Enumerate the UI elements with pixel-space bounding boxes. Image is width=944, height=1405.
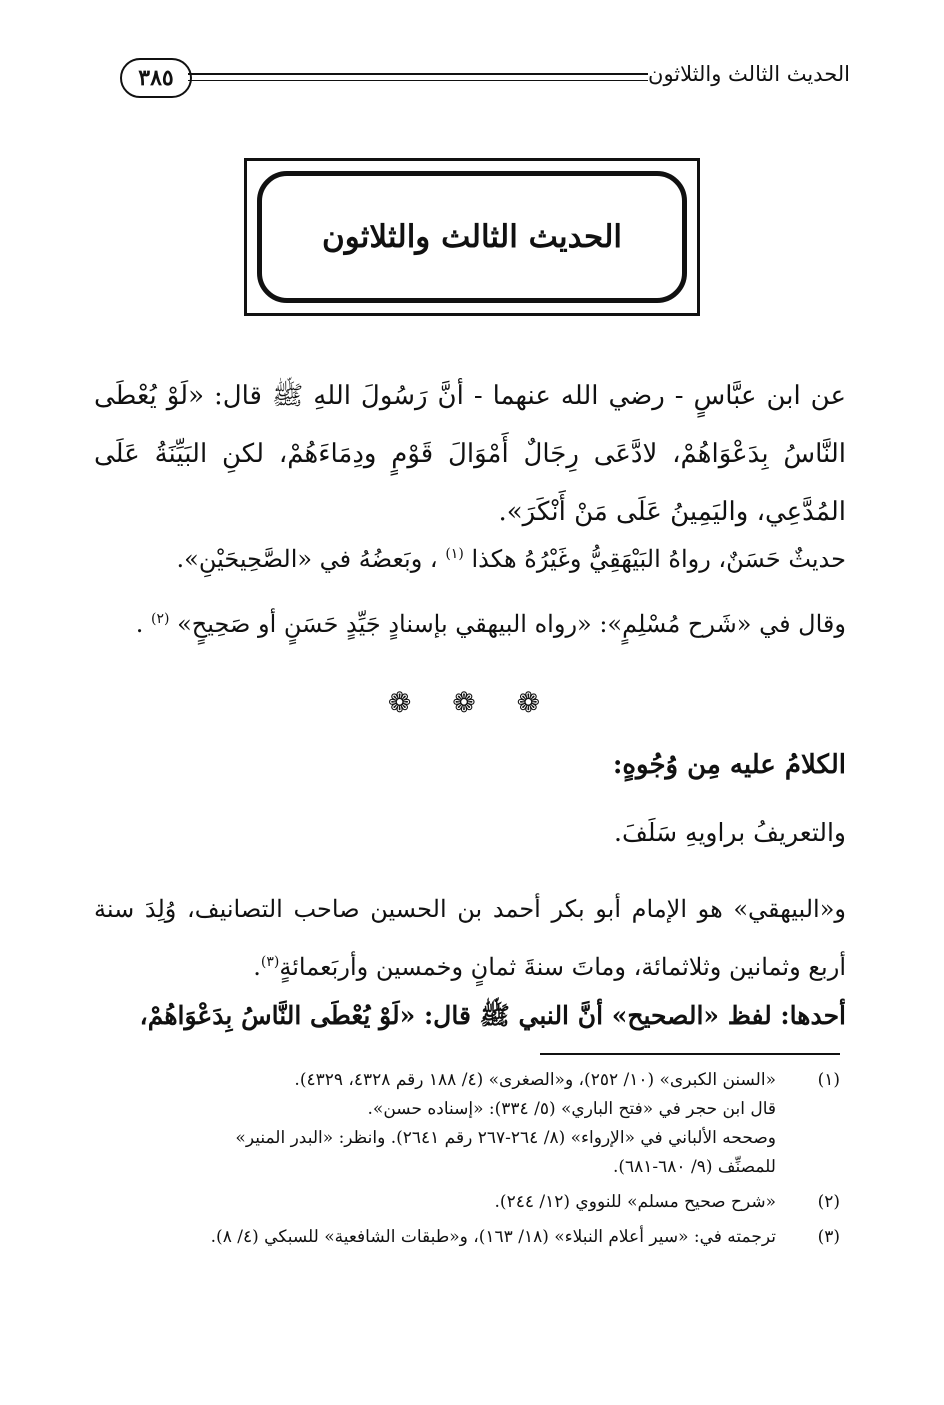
bayhaqi-text-after: .: [253, 953, 261, 981]
definition-line: والتعريفُ براويهِ سَلَفَ.: [614, 818, 846, 847]
section-heading: الكلامُ عليه مِن وُجُوهٍ:: [612, 750, 846, 780]
nawawi-quote-text: وقال في «شَرح مُسْلِمٍ»: «رواه البيهقي بإسنادٍ جَيِّدٍ حَسَنٍ أو صَحِيحٍ»: [177, 610, 846, 638]
bayhaqi-paragraph: [94, 880, 846, 996]
hadith-grade: [94, 545, 846, 573]
footnote-2: [94, 1188, 846, 1217]
footnote-ref-2: (٢): [150, 611, 170, 627]
hadith-grade-text: حديثٌ حَسَنٌ، رواهُ البَيْهَقِيُّ وغَيْرُهُ هكذا: [471, 545, 846, 573]
footnote-line: وصححه الألباني في «الإرواء» (٨/ ٢٦٤-٢٦٧ رقم ٢٦٤١). وانظر: «البدر المنير»: [235, 1128, 776, 1148]
footnote-3: [94, 1223, 846, 1252]
first-aspect-line: أحدها: لفظ «الصحيح» أنَّ النبي ﷺ قال: «لَوْ يُعْطَى النَّاسُ بِدَعْوَاهُمْ،: [139, 1001, 846, 1030]
footnote-rule: [540, 1053, 840, 1055]
footnote-line: «شرح صحيح مسلم» للنووي (١٢/ ٢٤٤).: [494, 1192, 776, 1212]
footnote-ref-3: (٣): [260, 954, 280, 970]
chapter-title: الحديث الثالث والثلاثون: [321, 219, 623, 255]
footnote-line: «السنن الكبرى» (١٠/ ٢٥٢)، و«الصغرى» (٤/ ١٨٨ رقم ٤٣٢٨، ٤٣٢٩).: [294, 1070, 776, 1090]
chapter-title-inner-frame: [257, 171, 687, 303]
nawawi-quote-text-after: .: [135, 610, 144, 638]
footnote-1: [94, 1066, 846, 1182]
hadith-text: عن ابن عبَّاسٍ - رضي الله عنهما - أنَّ رَسُولَ اللهِ ﷺ قال: «لَوْ يُعْطَى النَّاسُ بِدَعْوَاهُمْ، لادَّعَى رِجَالٌ أَمْوَالَ قَوْمٍ ودِمَاءَهُمْ، لكنِ البَيِّنَةُ عَلَى المُدَّعِي، واليَمِينُ عَلَى مَنْ أَنْكَرَ».: [94, 381, 846, 527]
footnote-number: (٢): [817, 1192, 840, 1212]
footnote-number: (١): [817, 1070, 840, 1090]
chapter-title-frame: [244, 158, 700, 316]
footnotes: [94, 1066, 846, 1252]
footnote-number: (٣): [817, 1227, 840, 1247]
running-header-title: الحديث الثالث والثلاثون: [648, 62, 850, 86]
footnote-line: للمصنِّف (٩/ ٦٨٠-٦٨١).: [612, 1157, 776, 1177]
footnote-line: ترجمته في: «سير أعلام النبلاء» (١٨/ ١٦٣)، و«طبقات الشافعية» للسبكي (٤/ ٨).: [210, 1227, 776, 1247]
bayhaqi-text: و«البيهقي» هو الإمام أبو بكر أحمد بن الحسين صاحب التصانيف، وُلِدَ سنة أربع وثمانين وثلاثمائة، وماتَ سنةَ ثمانٍ وخمسين وأربَعمائةٍ: [94, 895, 846, 981]
footnote-line: قال ابن حجر في «فتح الباري» (٥/ ٣٣٤): «إسناده حسن».: [367, 1099, 776, 1119]
section-separator: ❁ ❁ ❁: [387, 686, 557, 719]
nawawi-quote: [94, 610, 846, 638]
header-rule: [188, 73, 648, 81]
footnote-ref-1: (١): [445, 546, 464, 562]
hadith-grade-text-after: ، وبَعضُهُ في «الصَّحِيحَيْنِ».: [176, 545, 438, 573]
page-number: ٣٨٥: [120, 58, 192, 98]
